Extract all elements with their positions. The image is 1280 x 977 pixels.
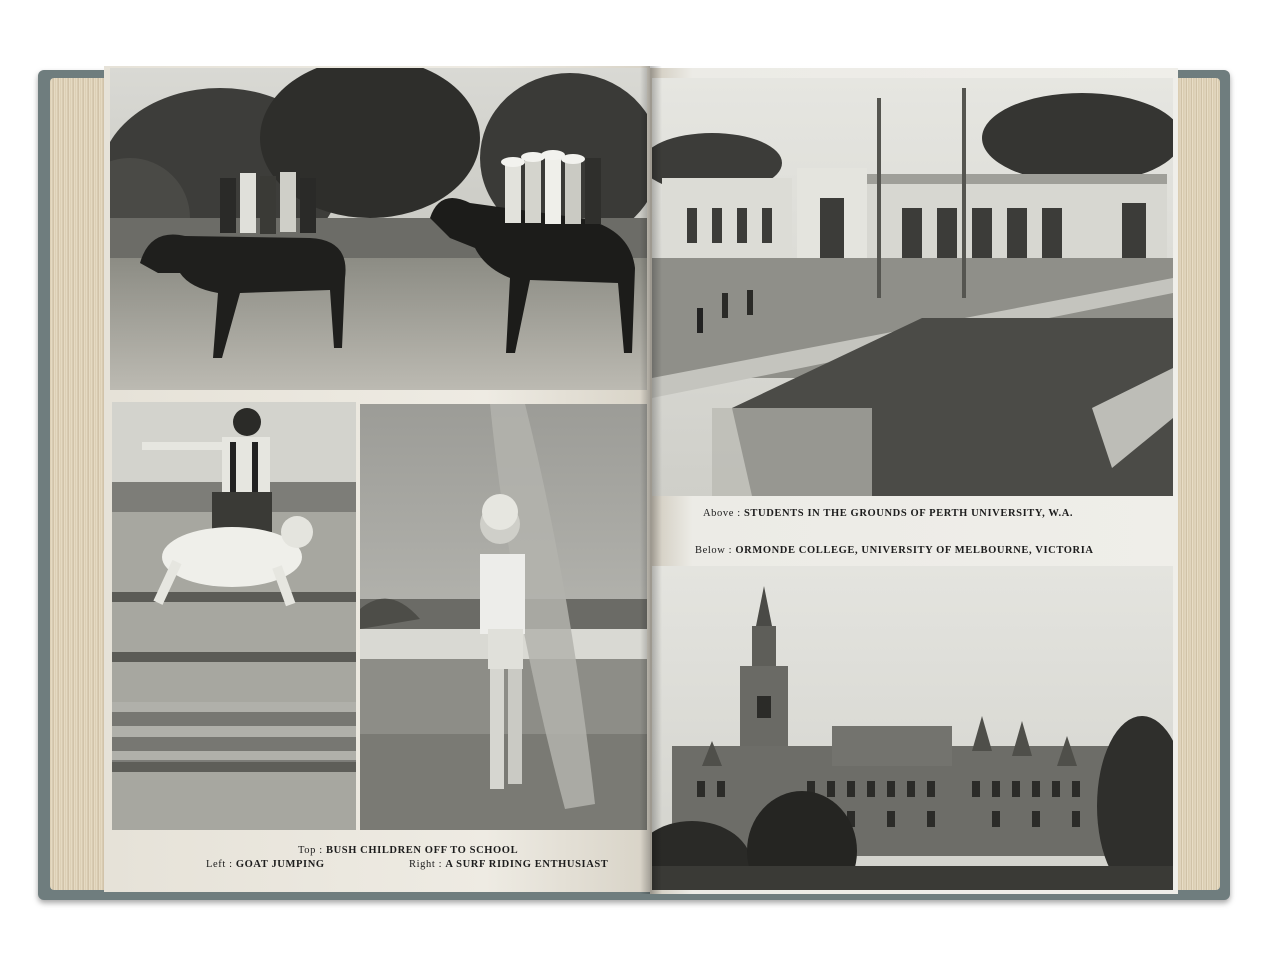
caption-top (298, 845, 518, 856)
photo-ormonde-college (652, 566, 1173, 890)
horses-icon (110, 68, 647, 390)
caption-left-label: Left : (206, 859, 233, 870)
page-block-left (50, 78, 108, 890)
photo-surf-rider (360, 404, 647, 830)
surfboard-icon (360, 404, 647, 830)
caption-left (206, 859, 325, 870)
caption-right-text: A SURF RIDING ENTHUSIAST (445, 859, 609, 870)
caption-left-text: GOAT JUMPING (235, 859, 325, 870)
caption-top-text: BUSH CHILDREN OFF TO SCHOOL (325, 845, 519, 856)
page-block-right (1172, 78, 1220, 890)
photo-perth-university (652, 78, 1173, 496)
caption-below (695, 545, 1094, 556)
building-icon (652, 78, 1173, 496)
goat-icon (112, 402, 356, 830)
photo-bush-children (110, 68, 647, 390)
caption-right (409, 859, 608, 870)
caption-below-label: Below : (695, 545, 733, 556)
castle-icon (652, 566, 1173, 890)
caption-above (703, 508, 1073, 519)
caption-top-label: Top : (298, 845, 323, 856)
caption-below-text: ORMONDE COLLEGE, UNIVERSITY OF MELBOURNE, VICTORIA (735, 545, 1094, 556)
photo-goat-jumping (112, 402, 356, 830)
caption-above-label: Above : (703, 508, 741, 519)
caption-above-text: STUDENTS IN THE GROUNDS OF PERTH UNIVERSITY, W.A. (743, 508, 1074, 519)
caption-right-label: Right : (409, 859, 443, 870)
book-gutter-shadow (640, 66, 662, 894)
